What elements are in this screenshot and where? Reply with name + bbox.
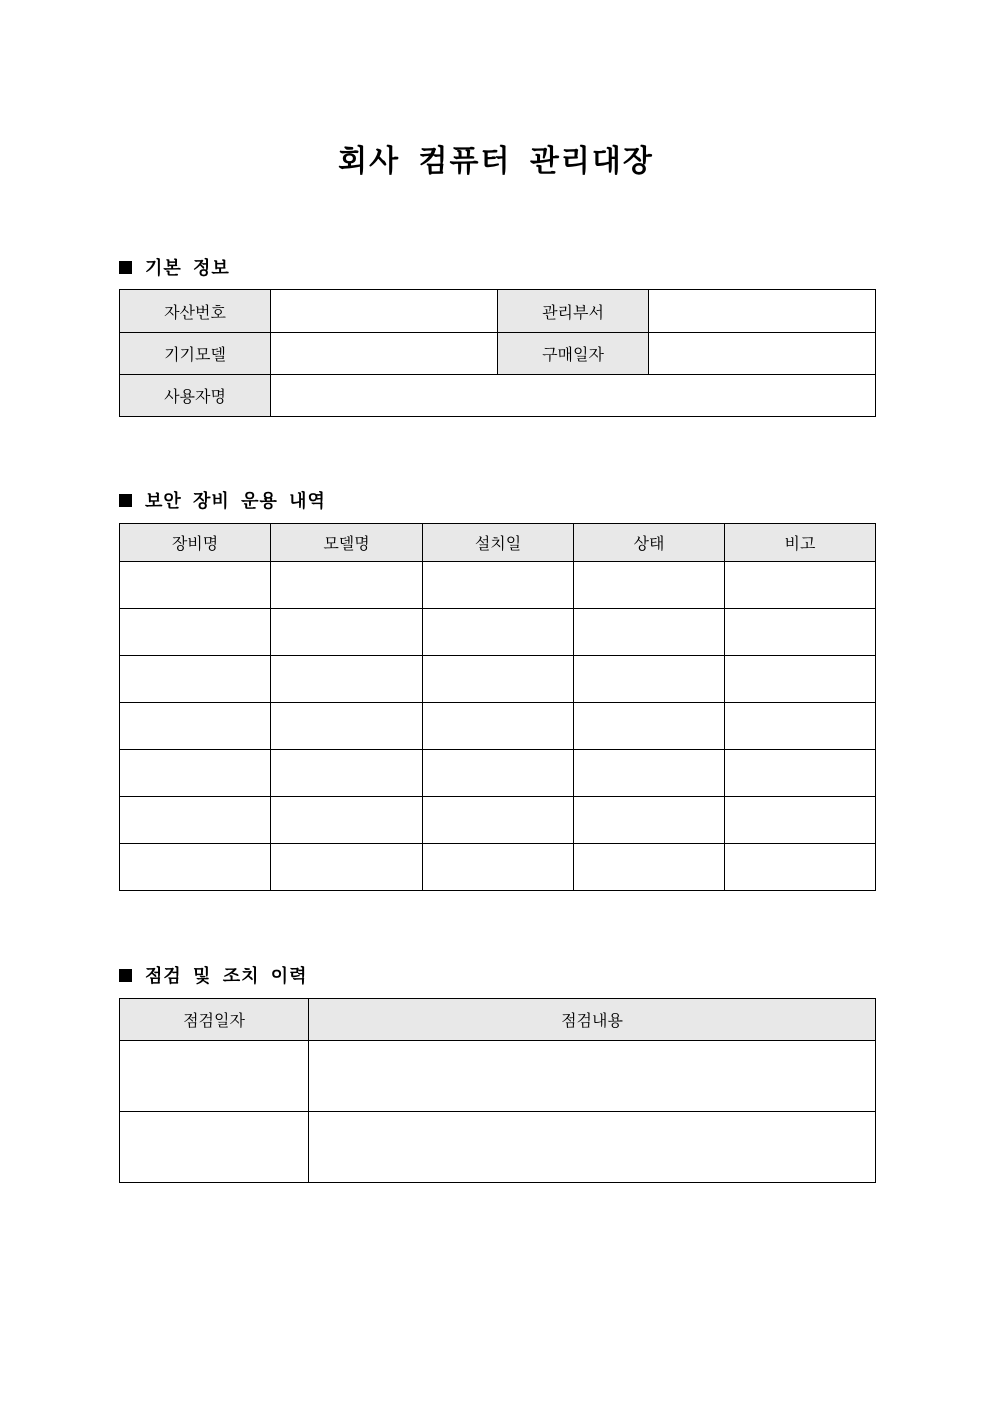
table-row (120, 797, 876, 844)
table-cell[interactable] (309, 1112, 876, 1183)
managing-dept-field[interactable] (649, 290, 876, 333)
table-cell[interactable] (574, 656, 725, 703)
table-cell[interactable] (423, 562, 574, 609)
column-header-inspection-date: 점검일자 (120, 999, 309, 1041)
asset-number-field[interactable] (271, 290, 498, 333)
column-header-install-date: 설치일 (423, 524, 574, 562)
table-cell[interactable] (423, 844, 574, 891)
section-heading-basic-info (119, 254, 230, 280)
column-header-inspection-content: 점검내용 (309, 999, 876, 1041)
table-cell[interactable] (120, 703, 271, 750)
column-header-equipment-name: 장비명 (120, 524, 271, 562)
purchase-date-label: 구매일자 (498, 333, 649, 375)
security-equipment-table (119, 523, 876, 891)
table-cell[interactable] (271, 703, 423, 750)
table-cell[interactable] (725, 656, 876, 703)
table-cell[interactable] (574, 562, 725, 609)
table-row (120, 703, 876, 750)
device-model-field[interactable] (271, 333, 498, 375)
table-cell[interactable] (120, 562, 271, 609)
column-header-remarks: 비고 (725, 524, 876, 562)
table-cell[interactable] (423, 797, 574, 844)
table-cell[interactable] (120, 609, 271, 656)
purchase-date-field[interactable] (649, 333, 876, 375)
table-row (120, 844, 876, 891)
table-cell[interactable] (271, 609, 423, 656)
table-cell[interactable] (725, 609, 876, 656)
table-cell[interactable] (574, 844, 725, 891)
table-cell[interactable] (423, 750, 574, 797)
table-cell[interactable] (725, 844, 876, 891)
table-cell[interactable] (574, 750, 725, 797)
section-heading-label: 보안 장비 운용 내역 (145, 491, 326, 512)
table-cell[interactable] (271, 844, 423, 891)
table-row (120, 1112, 876, 1183)
black-square-icon (119, 494, 132, 507)
table-row (120, 609, 876, 656)
table-cell[interactable] (725, 562, 876, 609)
table-cell[interactable] (120, 1112, 309, 1183)
column-header-model-name: 모델명 (271, 524, 423, 562)
managing-dept-label: 관리부서 (498, 290, 649, 333)
table-cell[interactable] (309, 1041, 876, 1112)
section-heading-label: 점검 및 조치 이력 (145, 966, 308, 987)
table-row (120, 562, 876, 609)
section-heading-security-equipment (119, 487, 326, 513)
table-cell[interactable] (120, 750, 271, 797)
table-cell[interactable] (271, 656, 423, 703)
asset-number-label: 자산번호 (120, 290, 271, 333)
table-cell[interactable] (120, 797, 271, 844)
table-cell[interactable] (574, 797, 725, 844)
device-model-label: 기기모델 (120, 333, 271, 375)
table-cell[interactable] (725, 703, 876, 750)
black-square-icon (119, 261, 132, 274)
table-cell[interactable] (271, 797, 423, 844)
user-name-label: 사용자명 (120, 375, 271, 417)
table-cell[interactable] (423, 656, 574, 703)
table-cell[interactable] (120, 844, 271, 891)
basic-info-table (119, 289, 876, 417)
page-title: 회사 컴퓨터 관리대장 (338, 144, 654, 179)
table-cell[interactable] (271, 750, 423, 797)
table-cell[interactable] (423, 609, 574, 656)
table-cell[interactable] (574, 609, 725, 656)
table-cell[interactable] (423, 703, 574, 750)
table-cell[interactable] (574, 703, 725, 750)
table-row (120, 656, 876, 703)
table-cell[interactable] (271, 562, 423, 609)
table-row (120, 1041, 876, 1112)
table-cell[interactable] (120, 656, 271, 703)
section-heading-inspection-history (119, 962, 308, 988)
table-cell[interactable] (120, 1041, 309, 1112)
black-square-icon (119, 969, 132, 982)
section-heading-label: 기본 정보 (145, 258, 230, 279)
table-cell[interactable] (725, 750, 876, 797)
user-name-field[interactable] (271, 375, 876, 417)
column-header-status: 상태 (574, 524, 725, 562)
table-cell[interactable] (725, 797, 876, 844)
table-row (120, 750, 876, 797)
inspection-history-table (119, 998, 876, 1183)
